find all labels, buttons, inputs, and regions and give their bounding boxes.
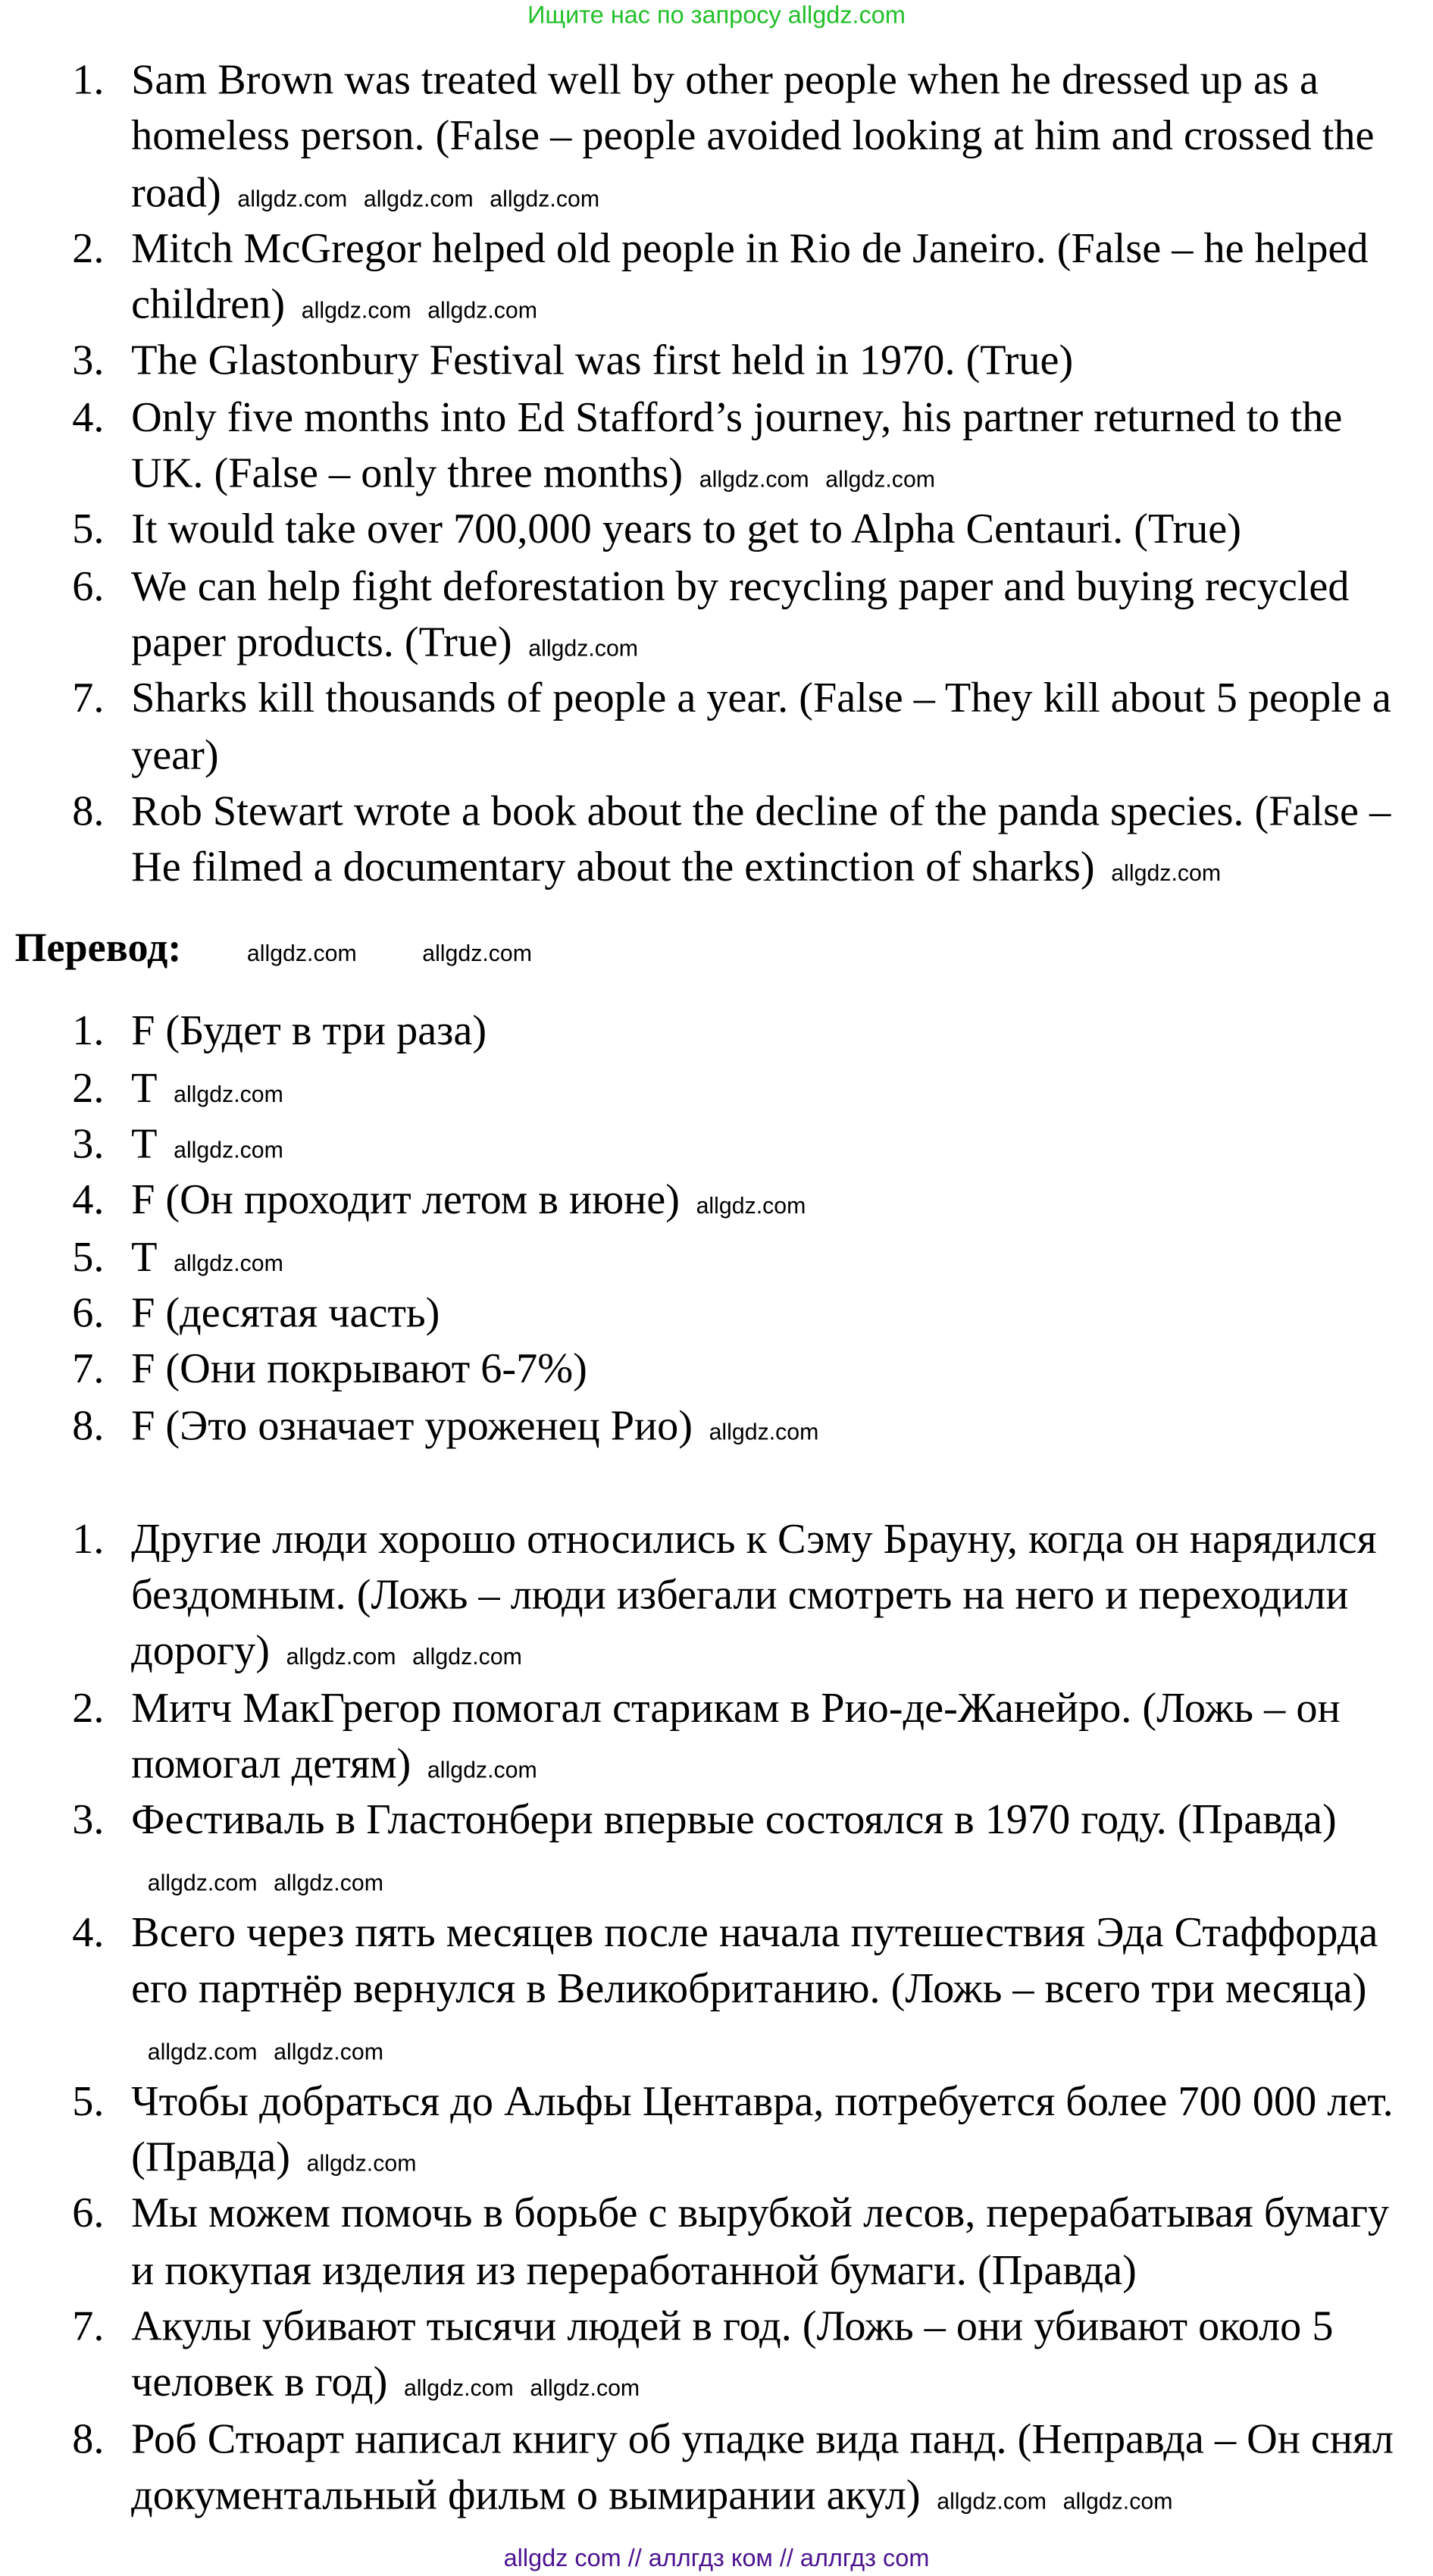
watermark: allgdz.com <box>1111 859 1222 886</box>
item-number: 2. <box>72 1683 105 1732</box>
translation-heading <box>14 922 1433 978</box>
watermark: allgdz.com <box>237 184 348 211</box>
item-number: 7. <box>72 674 105 722</box>
watermark: allgdz.com <box>147 1868 258 1895</box>
item-text: Роб Стюарт написал книгу об упадке вида панд. (Неправда – Он снял документальный фильм о вымирании акул) <box>131 2415 1394 2519</box>
item-text: T <box>131 1232 158 1280</box>
site-banner[interactable]: Ищите нас по запросу allgdz.com <box>527 2 906 30</box>
watermark: allgdz.com <box>246 940 357 967</box>
watermark: allgdz.com <box>696 1192 806 1219</box>
list-item <box>0 1285 1410 1341</box>
item-text: T <box>131 1119 158 1168</box>
watermark: allgdz.com <box>937 2487 1047 2514</box>
item-text: Mitch McGregor helped old people in Rio de Janeiro. (False – he helped children) <box>131 224 1369 329</box>
list-item <box>0 2412 1410 2524</box>
item-number: 8. <box>72 787 105 834</box>
item-text: Фестиваль в Гластонбери впервые состоялся в 1970 году. (Правда) <box>131 1795 1337 1844</box>
watermark: allgdz.com <box>363 184 474 211</box>
list-item <box>0 333 1410 390</box>
list-item <box>0 1229 1410 1285</box>
item-text: Акулы убивают тысячи людей в год. (Ложь – они убивают около 5 человек в год) <box>131 2302 1334 2406</box>
item-number: 4. <box>72 393 105 441</box>
watermark: allgdz.com <box>490 184 600 211</box>
watermark: allgdz.com <box>286 1643 396 1670</box>
watermark: allgdz.com <box>403 2374 514 2402</box>
item-text: F (Будет в три раза) <box>131 1007 487 1056</box>
answers-list-short <box>0 1004 1433 1454</box>
list-item <box>0 52 1410 221</box>
item-text: Митч МакГрегор помогал старикам в Рио-де-Жанейро. (Ложь – он помогал детям) <box>131 1683 1341 1788</box>
item-number: 1. <box>72 1514 105 1563</box>
item-number: 2. <box>72 1063 105 1112</box>
list-item <box>0 1511 1410 1680</box>
item-number: 5. <box>72 1232 105 1280</box>
list-item <box>0 1680 1410 1792</box>
item-text: Rob Stewart wrote a book about the decline of the panda species. (False – He filmed a documentary about the extinction of sharks) <box>131 787 1391 891</box>
item-text: Мы можем помочь в борьбе с вырубкой лесов, перерабатывая бумагу и покупая изделия из переработанной бумаги. (Правда) <box>131 2189 1390 2294</box>
item-number: 2. <box>72 224 105 272</box>
item-number: 3. <box>72 1795 105 1844</box>
item-number: 7. <box>72 2302 105 2350</box>
item-text: The Glastonbury Festival was first held in 1970. (True) <box>131 336 1074 385</box>
list-item <box>0 1341 1410 1398</box>
watermark: allgdz.com <box>528 634 639 661</box>
watermark: allgdz.com <box>699 465 809 493</box>
item-number: 6. <box>72 1288 105 1337</box>
watermark: allgdz.com <box>174 1080 283 1106</box>
list-item <box>0 784 1410 896</box>
answers-list-english <box>0 52 1433 896</box>
item-number: 6. <box>72 2189 105 2237</box>
item-text: T <box>131 1063 158 1112</box>
list-item <box>0 1060 1410 1116</box>
item-number: 3. <box>72 336 105 385</box>
item-text: Sharks kill thousands of people a year. (False – They kill about 5 people a year) <box>131 674 1391 778</box>
answers-list-russian <box>0 1511 1433 2524</box>
watermark: allgdz.com <box>174 1248 283 1275</box>
item-number: 1. <box>72 55 105 104</box>
item-text: F (Они покрывают 6-7%) <box>131 1344 587 1393</box>
item-text: Другие люди хорошо относились к Сэму Брауну, когда он нарядился бездомным. (Ложь – люди избегали смотреть на него и переходили дорогу) <box>131 1514 1377 1675</box>
list-item <box>0 1792 1410 1905</box>
list-item <box>0 1117 1410 1173</box>
item-number: 1. <box>72 1007 105 1056</box>
item-number: 5. <box>72 2077 105 2125</box>
item-text: It would take over 700,000 years to get to Alpha Centauri. (True) <box>131 505 1242 553</box>
watermark: allgdz.com <box>412 1643 522 1670</box>
item-text: F (Это означает уроженец Рио) <box>131 1401 693 1449</box>
item-number: 6. <box>72 562 105 610</box>
site-footer[interactable]: allgdz com // аллгдз ком // аллгдз com <box>503 2545 930 2574</box>
item-text: We can help fight deforestation by recycling paper and buying recycled paper products. (True) <box>131 562 1350 666</box>
list-item <box>0 671 1410 783</box>
item-number: 3. <box>72 1119 105 1168</box>
item-number: 4. <box>72 1176 105 1224</box>
watermark: allgdz.com <box>427 297 537 324</box>
item-number: 7. <box>72 1344 105 1393</box>
item-text: Всего через пять месяцев после начала путешествия Эда Стаффорда его партнёр вернулся в Великобританию. (Ложь – всего три месяца) <box>131 1908 1378 2013</box>
list-item <box>0 559 1410 671</box>
list-item <box>0 2299 1410 2411</box>
item-text: F (десятая часть) <box>131 1288 440 1337</box>
list-item <box>0 2074 1410 2186</box>
watermark: allgdz.com <box>825 465 936 493</box>
watermark: allgdz.com <box>422 940 533 967</box>
watermark: allgdz.com <box>147 2037 258 2064</box>
list-item <box>0 390 1410 502</box>
list-item <box>0 502 1410 559</box>
item-number: 5. <box>72 505 105 553</box>
list-item <box>0 2186 1410 2299</box>
list-item <box>0 1004 1410 1060</box>
item-text: F (Он проходит летом в июне) <box>131 1176 680 1224</box>
list-item <box>0 1173 1410 1229</box>
watermark: allgdz.com <box>301 297 411 324</box>
watermark: allgdz.com <box>1062 2487 1173 2514</box>
watermark: allgdz.com <box>709 1417 819 1445</box>
watermark: allgdz.com <box>306 2149 417 2177</box>
watermark: allgdz.com <box>274 2037 383 2064</box>
item-number: 8. <box>72 1401 105 1449</box>
item-text: Sam Brown was treated well by other people when he dressed up as a homeless person. (False – people avoided looking at him and crossed the road) <box>131 55 1375 216</box>
watermark: allgdz.com <box>274 1868 383 1895</box>
item-text: Only five months into Ed Stafford’s journey, his partner returned to the UK. (False – only three months) <box>131 393 1343 497</box>
item-text: Чтобы добраться до Альфы Центавра, потребуется более 700 000 лет. (Правда) <box>131 2077 1394 2181</box>
list-item <box>0 221 1410 333</box>
watermark: allgdz.com <box>530 2374 640 2402</box>
translation-heading-text: Перевод: <box>14 927 182 972</box>
list-item <box>0 1398 1410 1454</box>
watermark: allgdz.com <box>427 1756 537 1783</box>
item-number: 8. <box>72 2415 105 2462</box>
watermark: allgdz.com <box>174 1136 283 1163</box>
item-number: 4. <box>72 1908 105 1956</box>
list-item <box>0 1905 1410 2074</box>
